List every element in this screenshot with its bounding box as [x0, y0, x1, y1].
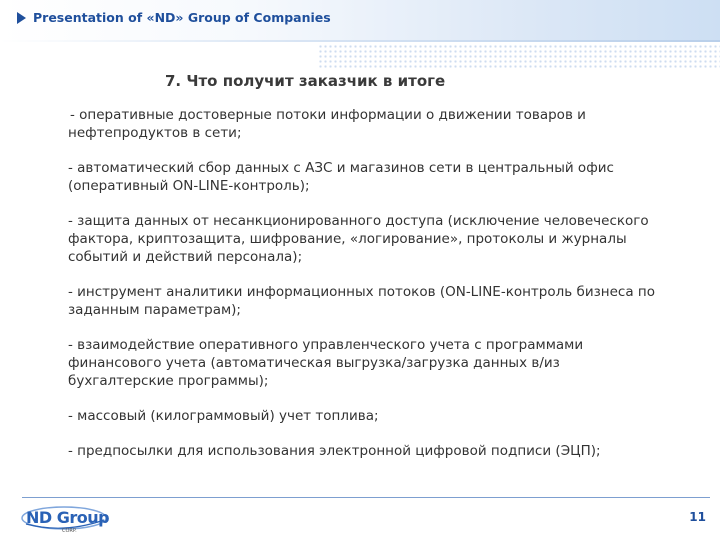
- list-item: - массовый (килограммовый) учет топлива;: [68, 408, 379, 424]
- list-item: - взаимодействие оперативного управленческого учета с программами финансового учета (автоматическая выгрузка/загрузка данных в/из бухгалтерские программы);: [68, 337, 584, 389]
- presentation-title: Presentation of «ND» Group of Companies: [33, 10, 331, 25]
- header-divider: [0, 40, 720, 42]
- triangle-right-icon: [17, 12, 26, 24]
- page-number: 11: [689, 510, 706, 524]
- nd-group-logo: [20, 503, 112, 535]
- slide-title: 7. Что получит заказчик в итоге: [165, 72, 446, 90]
- footer-divider: [22, 497, 710, 498]
- list-item: - инструмент аналитики информационных потоков (ON-LINE-контроль бизнеса по заданным параметрам);: [68, 284, 655, 318]
- logo-subtext: CORP.: [62, 528, 77, 534]
- logo-text: ND Group: [26, 508, 110, 527]
- list-item: - предпосылки для использования электронной цифровой подписи (ЭЦП);: [68, 443, 601, 459]
- dotted-pattern: [318, 44, 720, 68]
- list-item: - защита данных от несанкционированного доступа (исключение человеческого фактора, криптозащита, шифрование, «логирование», протоколы и журналы событий и действий персонала);: [68, 213, 649, 265]
- bullet-list: [68, 106, 668, 477]
- list-item: - автоматический сбор данных с АЗС и магазинов сети в центральный офис (оперативный ON-LINE-контроль);: [68, 160, 614, 194]
- list-item: - оперативные достоверные потоки информации о движении товаров и нефтепродуктов в сети;: [68, 107, 586, 141]
